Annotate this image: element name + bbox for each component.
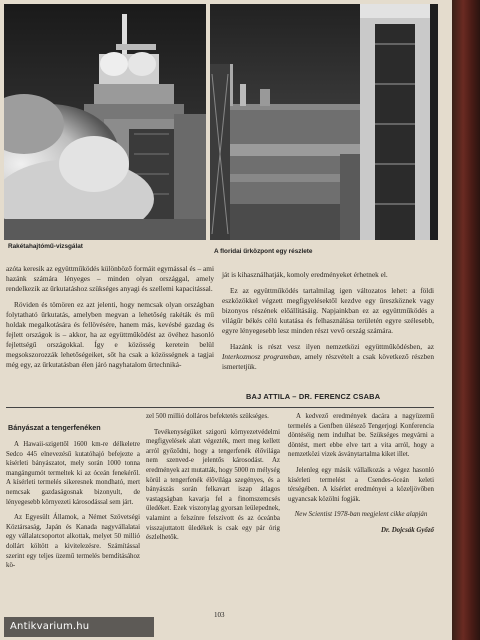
left-photo-caption: Rakétahajtómű-vizsgálat bbox=[8, 243, 83, 250]
bottom-column-2 bbox=[146, 412, 280, 549]
rocket-test-illustration bbox=[4, 4, 206, 240]
rocket-engine-test-photo bbox=[4, 4, 206, 240]
program-name: Interkozmosz programban bbox=[222, 352, 300, 361]
paragraph: azóta keresik az együttműködés különböző formáit egymással és – ami hazánk számára lényeges – minden olyan országgal, amely rendelkezik az űrkutatáshoz szükséges anyagi és szellemi kapacitással. bbox=[6, 264, 214, 293]
article-column-left bbox=[6, 264, 214, 376]
paragraph: zel 500 millió dolláros befektetés szükséges. bbox=[146, 413, 269, 420]
source-credit: New Scientist 1978-ban megjelent cikke alapján bbox=[294, 511, 428, 519]
paragraph: ját is kihasználhatják, komoly eredményeket érhetnek el. bbox=[222, 270, 388, 279]
article-authors: BAJ ATTILA – DR. FERENCZ CSABA bbox=[246, 392, 381, 401]
paragraph: Hazánk is részt vesz ilyen nemzetközi együttműködésben, az Interkozmosz programban, amely részvételt a csak következő részben ismertetjük. bbox=[222, 342, 434, 371]
bottom-column-1 bbox=[6, 440, 140, 577]
florida-space-center-photo bbox=[210, 4, 438, 240]
book-spine bbox=[452, 0, 480, 640]
paragraph: Az Egyesült Államok, a Német Szövetségi Köztársaság, Japán és Kanada nagyvállalatai egy vállalatcsoportot alkottak, melyet 50 millió dollárt költött a kivitelezésre. Számítással szerint egy teljes üzemű termelés bemdításához kö- bbox=[6, 514, 140, 570]
paragraph: Jelenleg egy másik vállalkozás a végez hasonló kísérleti termelést a Csendes-óceán keleti térségében. A kísérlet eredményei a közeljövőben ugyancsak közölni fogják. bbox=[288, 466, 434, 503]
bottom-column-3 bbox=[288, 412, 434, 542]
paragraph: Tevékenységüket szigorú környezetvédelmi megfigyelések alatt végezték, mert meg kellett arról győződni, hogy a tengerfenék élővilága nem szenved-e jelentős károsodást. Az eredmények azt mutatták, hogy 5000 m mélység körül a tengerfenék élővilága szegényes, és a bányászás során felkavart iszap átlagos vastagságban kavarja fel a finomszemcsés üledéket. Ezek viszonylag gyorsan leülepednek, valamint a felszínre felszívott és az óceánba visszajuttatott üledékek is csak egy pár órig észlelhetők. bbox=[146, 428, 280, 542]
right-photo-caption: A floridai űrközpont egy részlete bbox=[214, 248, 313, 255]
watermark: Antikvarium.hu bbox=[4, 617, 154, 637]
paragraph: A Hawaii-szigettől 1600 km-re délkeletre Sedco 445 elnevezésű kutatóhajó befejezte a kísérleti bányászatot, mely során 1000 tonna mangángumót termeltek ki az óceán fenekéről. A kísérleti termelés sikeresnek mondható, mert nemcsak gazdaságosnak bizonyult, de lényegesebb környezeti károsodással sem járt. bbox=[6, 441, 140, 506]
bottom-article-heading: Bányászat a tengerfenéken bbox=[8, 423, 101, 432]
space-center-illustration bbox=[210, 4, 438, 240]
paragraph: Ez az együttműködés tartalmilag igen változatos lehet: a földi eszközökkel végzett megfigyelésektől kezdve egy űreszköznek vagy bizonyos részének előállításáig. Napjainkban ez az együttműködés a világűr békés célú kutatása és felhasználása területén egyre szélesebb, egyre lényegesebb lesz minden részt vevő ország számára. bbox=[222, 286, 434, 335]
article-column-right bbox=[222, 270, 434, 378]
page-number: 103 bbox=[214, 611, 225, 619]
paragraph: Röviden és tömören ez azt jelenti, hogy nemcsak olyan országban folytatható űrkutatás, amelyben megvan a lehetőség rakéták és mű holdak megalkotására és fellövésére, hanem más, kevésbé gazdag és fejlett országok is – akkor, ha az együttműködést az övéhez hasonló fejlettségű országokkal. Így e közösség keretein belül megsokszorozzák lehetőségeiket, sőt ha csak a közösségnek a tagjai még egy, az űrkutatásban élen járó nagyhatalom űrtechniká- bbox=[6, 300, 214, 369]
section-divider bbox=[6, 407, 434, 408]
bottom-author: Dr. Dojcsák Győző bbox=[380, 526, 434, 534]
paragraph: A kedvező eredmények dacára a nagyüzemű termelés a Genfben ülésező Tengerjogi Konferencia döntéséig nem indulhat be. Szükséges megvárni a döntést, mert ebbe elve tart a vita arról, hogy a nemzetközi vizek ásványtartalma kiket illet. bbox=[288, 413, 434, 459]
